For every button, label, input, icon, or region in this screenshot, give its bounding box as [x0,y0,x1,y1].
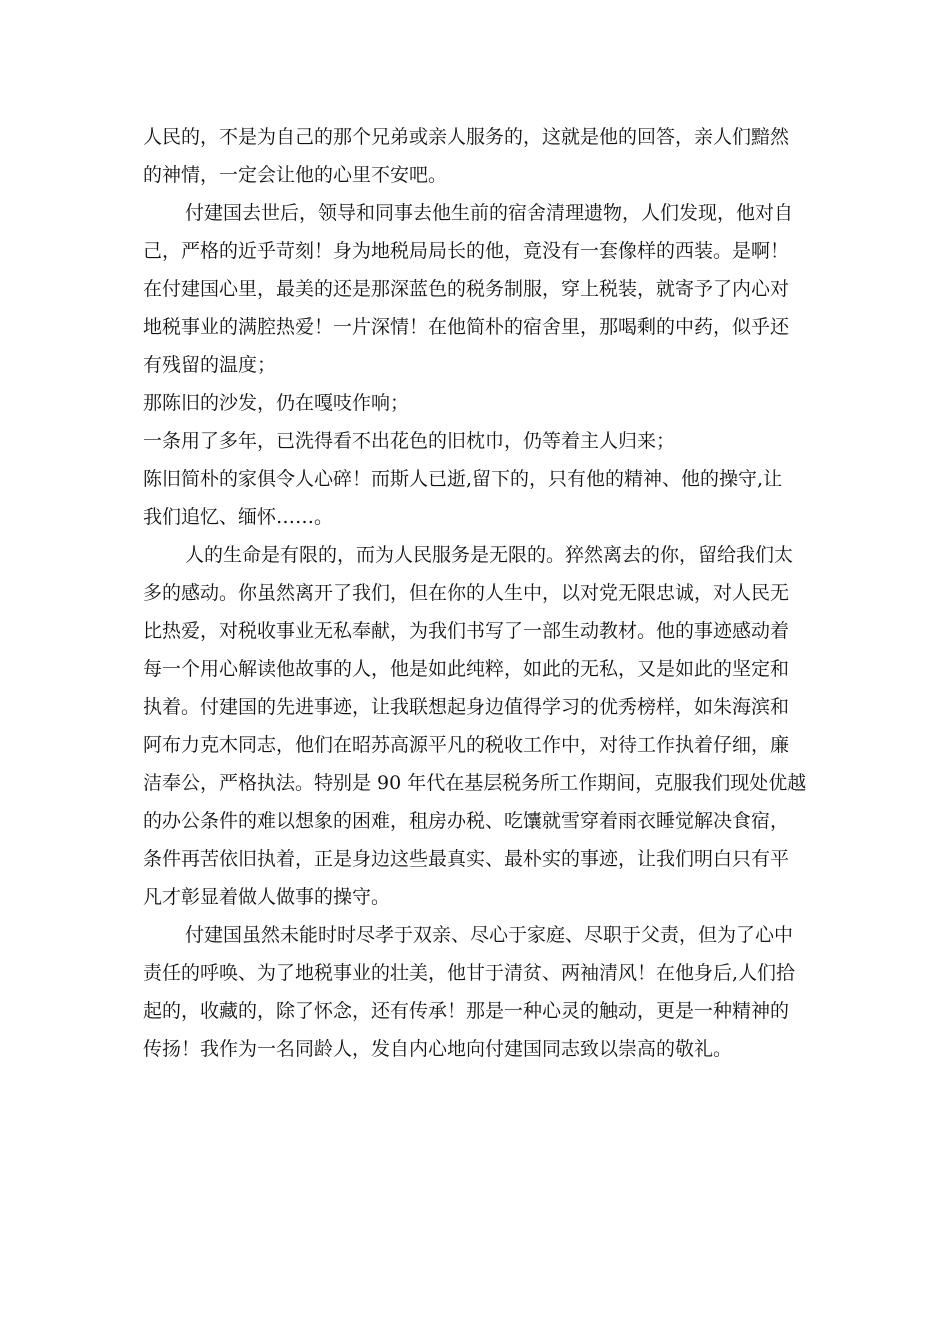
text-line: 在付建国心里，最美的还是那深蓝色的税务制服，穿上税装，就寄予了内心对 [143,278,790,300]
text-line: 己，严格的近乎苛刻！身为地税局局长的他，竟没有一套像样的西装。是啊！ [143,240,790,262]
text-line: 一条用了多年，已洗得看不出花色的旧枕巾，仍等着主人归来； [143,430,676,452]
document-body [143,118,815,1068]
text-line: 陈旧简朴的家俱令人心碎！而斯人已逝,留下的，只有他的精神、他的操守,让 [143,468,783,490]
text-line: 有残留的温度； [143,354,277,376]
text-line: 责任的呼唤、为了地税事业的壮美，他甘于清贫、两袖清风！在他身后,人们拾 [143,962,796,984]
text-line: 传扬！我作为一名同龄人，发自内心地向付建国同志致以崇高的敬礼。 [143,1038,733,1060]
text-line: 付建国虽然未能时时尽孝于双亲、尽心于家庭、尽职于父责，但为了心中 [185,924,794,946]
text-line: 起的，收藏的，除了怀念，还有传承！那是一种心灵的触动，更是一种精神的 [143,1000,790,1022]
text-line: 的办公条件的难以想象的困难，租房办税、吃馕就雪穿着雨衣睡觉解决食宿， [143,810,790,832]
text-line: 人民的，不是为自己的那个兄弟或亲人服务的，这就是他的回答，亲人们黯然 [143,126,790,148]
text-line: 我们追忆、缅怀……。 [143,506,334,528]
text-line: 执着。付建国的先进事迹，让我联想起身边值得学习的优秀榜样，如朱海滨和 [143,696,790,718]
text-line: 人的生命是有限的，而为人民服务是无限的。猝然离去的你，留给我们太 [185,544,794,566]
text-line: 地税事业的满腔热爱！一片深情！在他简朴的宿舍里，那喝剩的中药，似乎还 [143,316,790,338]
text-line: 比热爱，对税收事业无私奉献，为我们书写了一部生动教材。他的事迹感动着 [143,620,790,642]
text-line: 洁奉公，严格执法。特别是 90 年代在基层税务所工作期间，克服我们现处优越 [143,772,807,794]
text-line: 每一个用心解读他故事的人，他是如此纯粹，如此的无私，又是如此的坚定和 [143,658,790,680]
text-line: 的神情，一定会让他的心里不安吧。 [143,164,448,186]
text-line: 多的感动。你虽然离开了我们，但在你的人生中，以对党无限忠诚，对人民无 [143,582,790,604]
text-line: 阿布力克木同志，他们在昭苏高源平凡的税收工作中，对待工作执着仔细，廉 [143,734,790,756]
text-line: 付建国去世后，领导和同事去他生前的宿舍清理遗物，人们发现，他对自 [185,202,794,224]
text-line: 条件再苦依旧执着，正是身边这些最真实、最朴实的事迹，让我们明白只有平 [143,848,790,870]
text-line: 那陈旧的沙发，仍在嘎吱作响； [143,392,410,414]
text-line: 凡才彰显着做人做事的操守。 [143,886,391,908]
